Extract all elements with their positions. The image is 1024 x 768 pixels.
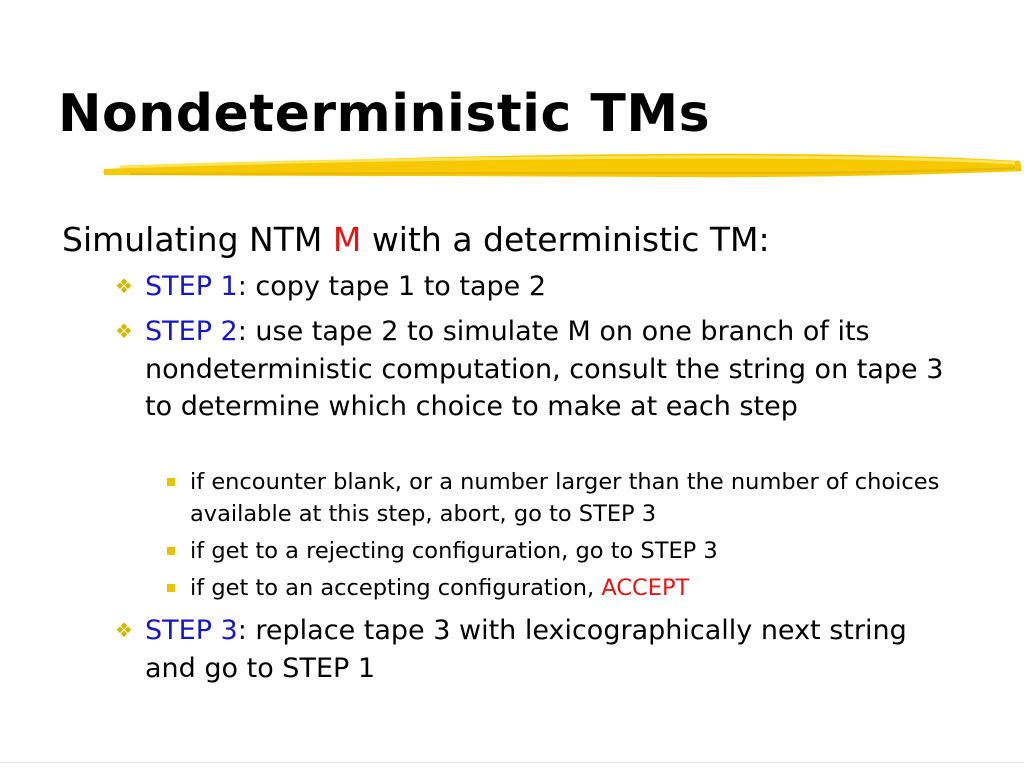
step-1-text: : copy tape 1 to tape 2	[237, 271, 547, 302]
title-underline-brushstroke	[100, 147, 1024, 183]
footer-divider	[0, 762, 1024, 763]
step-2-label: STEP 2	[145, 316, 238, 347]
step-2-item	[115, 313, 955, 426]
step-2-subitem-3	[190, 572, 950, 604]
step-3-item	[115, 612, 945, 687]
subitem-text: if get to an accepting configuration,	[190, 575, 602, 601]
step-2-subitem-1	[190, 466, 950, 530]
yellow-square-icon	[167, 547, 175, 555]
four-diamond-icon: ❖	[115, 319, 133, 343]
ntm-symbol: M	[332, 220, 362, 259]
intro-text: Simulating NTM	[62, 220, 333, 259]
step-1-label: STEP 1	[145, 271, 238, 302]
accept-keyword: ACCEPT	[601, 575, 690, 601]
step-2-text: : use tape 2 to simulate M on one branch of its nondeterministic computation, consult the string on tape 3 to determine which choice to make at each step	[145, 316, 944, 422]
subitem-text: if get to a rejecting configuration, go to STEP 3	[190, 538, 718, 564]
four-diamond-icon: ❖	[115, 618, 133, 642]
four-diamond-icon: ❖	[115, 274, 133, 298]
yellow-square-icon	[167, 584, 175, 592]
subitem-text: if encounter blank, or a number larger than the number of choices available at this step, abort, go to STEP 3	[190, 469, 940, 527]
yellow-square-icon	[167, 478, 175, 486]
slide-title: Nondeterministic TMs	[58, 84, 711, 144]
step-3-text: : replace tape 3 with lexicographically next string and go to STEP 1	[145, 615, 907, 684]
intro-line	[62, 219, 770, 261]
intro-text-rest: with a deterministic TM:	[361, 220, 770, 259]
step-2-subitem-2	[190, 535, 950, 567]
step-1-item	[115, 268, 985, 306]
step-3-label: STEP 3	[145, 615, 238, 646]
